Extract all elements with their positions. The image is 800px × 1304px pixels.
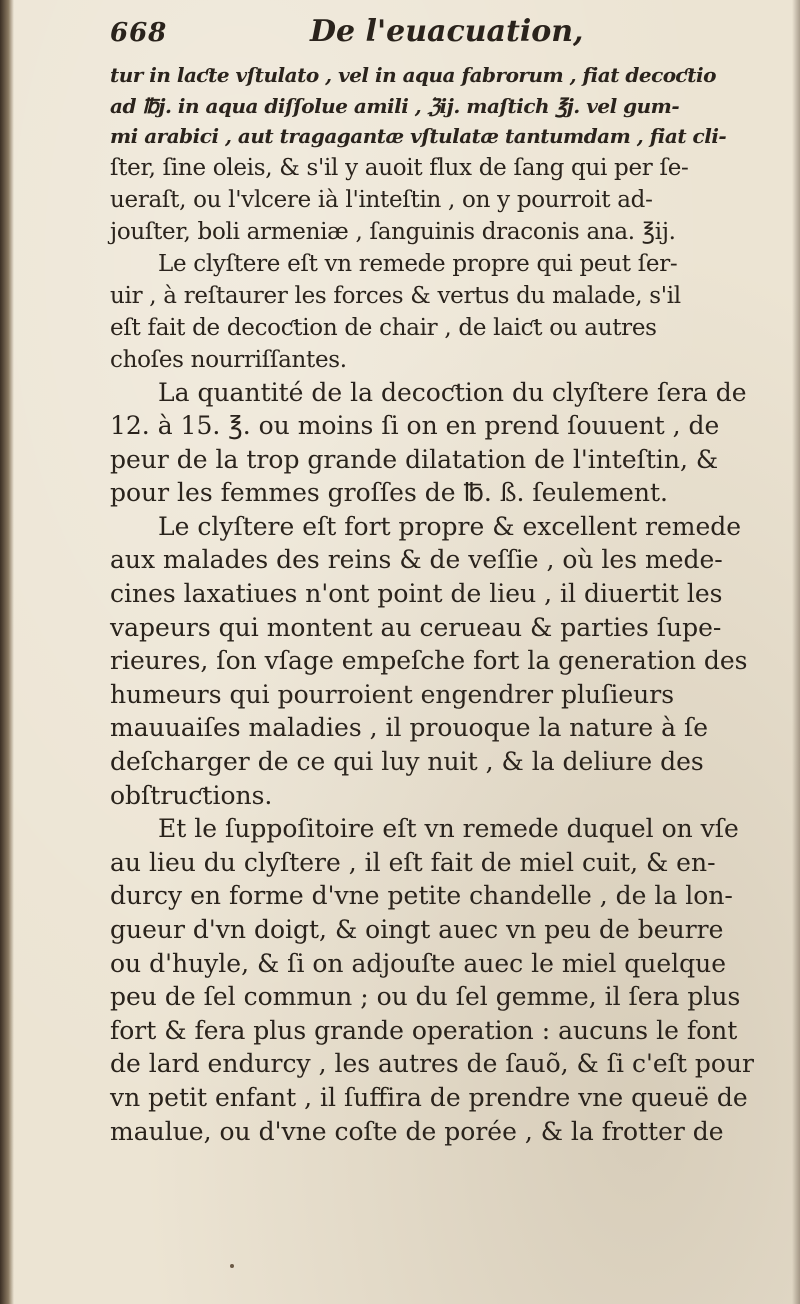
text-line: vapeurs qui montent au cerueau & parties ſupe- bbox=[110, 612, 722, 642]
text-line: 12. à 15. ℥. ou moins ſi on en prend ſouuent , de bbox=[110, 411, 720, 441]
text-line: La quantité de la decoƈtion du clyſtere ſera de bbox=[158, 377, 747, 407]
text-line: cines laxatiues n'ont point de lieu , il diuertit les bbox=[110, 579, 723, 609]
text-line: obſtruƈtions. bbox=[110, 780, 273, 810]
text-line: maulue, ou d'vne coſte de porée , & la frotter de bbox=[110, 1116, 724, 1146]
text-line: Le clyſtere eſt vn remede propre qui peut ſer- bbox=[158, 250, 678, 277]
text-line: durcy en forme d'vne petite chandelle , de la lon- bbox=[110, 881, 733, 911]
text-line: au lieu du clyſtere , il eſt fait de miel cuit, & en- bbox=[110, 847, 716, 877]
text-line: humeurs qui pourroient engendrer pluſieurs bbox=[110, 679, 675, 709]
text-block bbox=[110, 14, 770, 1148]
text-line: gueur d'vn doigt, & oingt auec vn peu de beurre bbox=[110, 915, 724, 944]
text-line: vn petit enfant , il ſuffira de prendre vne queuë de bbox=[110, 1082, 748, 1112]
text-line: pour les femmes groſſes de ℔. ß. ſeulement. bbox=[110, 478, 668, 508]
body-text bbox=[110, 60, 770, 1148]
text-line: peu de ſel commun ; ou du ſel gemme, il ſera plus bbox=[110, 982, 741, 1012]
text-line: uir , à reſtaurer les forces & vertus du malade, s'il bbox=[110, 282, 681, 309]
ink-speck bbox=[230, 1264, 234, 1268]
text-line: jouſter, boli armeniæ , ſanguinis draconis ana. ℥ij. bbox=[110, 218, 676, 245]
page-number: 668 bbox=[110, 18, 168, 48]
text-line: deſcharger de ce qui luy nuit , & la deliure des bbox=[110, 747, 704, 777]
page-header bbox=[110, 14, 770, 60]
text-line: eſt fait de decoƈtion de chair , de laiƈt ou autres bbox=[110, 314, 657, 341]
text-line: ou d'huyle, & ſi on adjouſte auec le miel quelque bbox=[110, 948, 727, 978]
text-line: fort & fera plus grande operation : aucuns le font bbox=[110, 1015, 738, 1045]
text-line: peur de la trop grande dilatation de l'inteſtin, & bbox=[110, 444, 719, 474]
text-line: tur in laƈte vſtulato , vel in aqua fabrorum , fiat decoƈtio bbox=[110, 63, 716, 87]
text-line: Et le ſuppoſitoire eſt vn remede duquel on vſe bbox=[158, 814, 739, 844]
text-line: de lard endurcy , les autres de ſauõ, & ſi c'eſt pour bbox=[110, 1049, 754, 1079]
text-line: ad ℔j. in aqua diſſolue amili , ℨij. maſtich ℥j. vel gum- bbox=[110, 93, 680, 118]
book-gutter bbox=[0, 0, 14, 1304]
text-line: mi arabici , aut tragagantæ vſtulatæ tantumdam , fiat cli- bbox=[110, 124, 727, 148]
text-line: mauuaiſes maladies , il prouoque la nature à ſe bbox=[110, 713, 709, 743]
text-line: Le clyſtere eſt fort propre & excellent remede bbox=[158, 511, 742, 541]
running-title: De l'euacuation, bbox=[310, 14, 584, 49]
text-line: ſter, ſine oleis, & s'il y auoit flux de ſang qui per ſe- bbox=[110, 154, 689, 181]
text-line: ueraſt, ou l'vlcere ià l'inteſtin , on y pourroit ad- bbox=[110, 186, 653, 213]
text-line: choſes nourriſſantes. bbox=[110, 346, 347, 373]
text-line: aux malades des reins & de veſſie , où les mede- bbox=[110, 545, 723, 575]
page-edge-shadow bbox=[792, 0, 800, 1304]
text-line: rieures, ſon vſage empeſche fort la generation des bbox=[110, 646, 748, 676]
